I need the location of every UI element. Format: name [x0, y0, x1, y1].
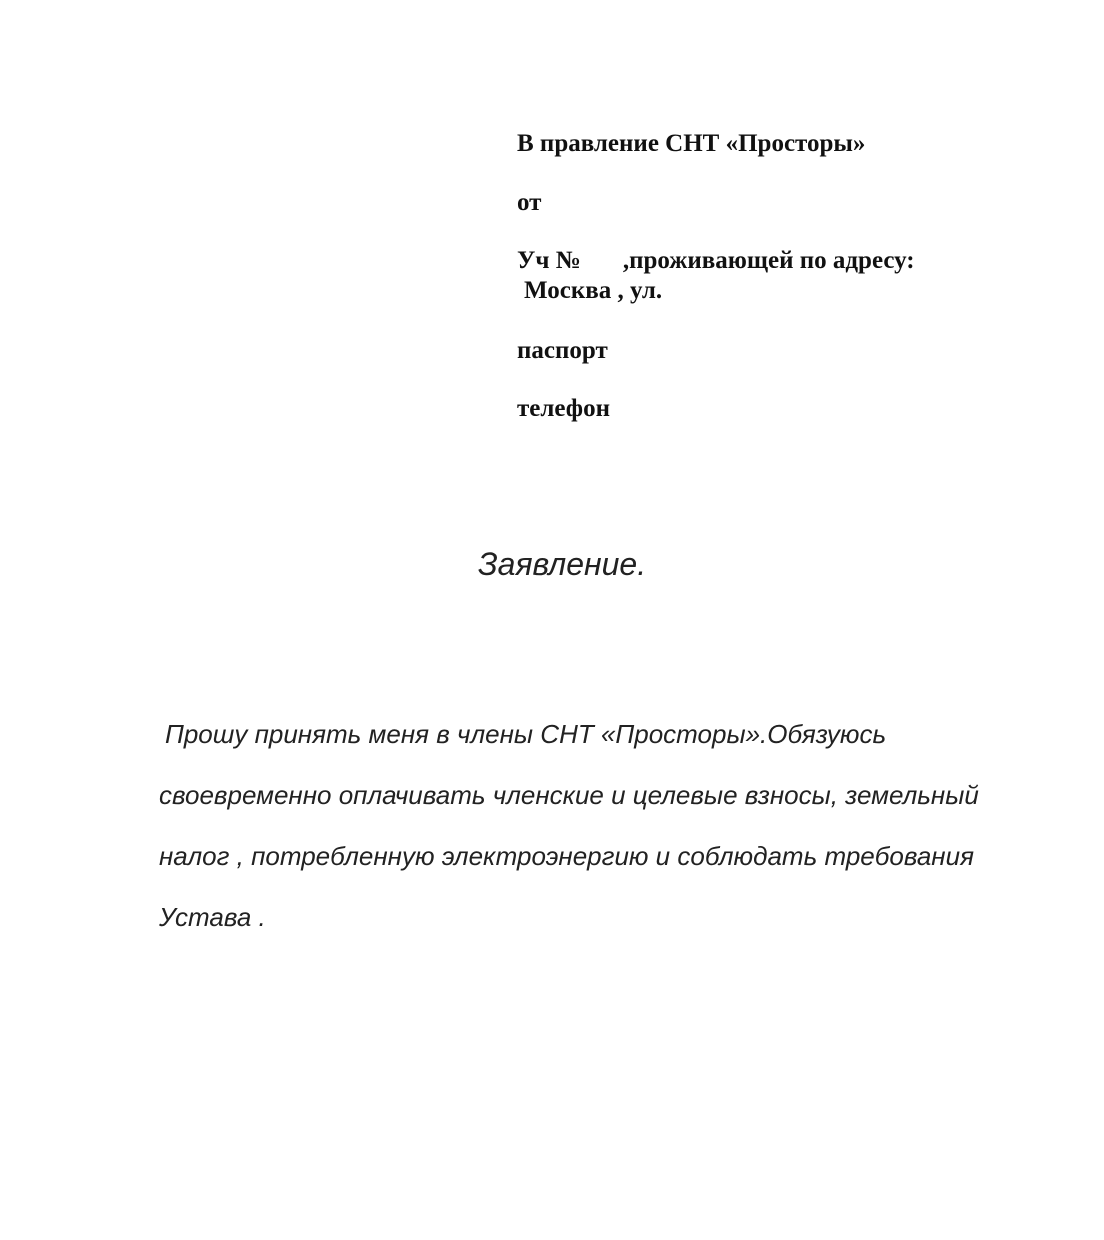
address-label: ,проживающей по адресу:: [622, 247, 915, 274]
from-line: от: [517, 189, 542, 216]
body-line-2: своевременно оплачивать членские и целевые взносы, земельный: [159, 780, 979, 810]
plot-address-line: [517, 246, 915, 276]
phone-line: телефон: [517, 395, 611, 422]
plot-number-label: Уч №: [517, 247, 581, 274]
document-title: Заявление.: [478, 546, 647, 582]
body-line-3: налог , потребленную электроэнергию и соблюдать требования: [159, 841, 974, 871]
body-line-1: Прошу принять меня в члены СНТ «Просторы».Обязуюсь: [165, 719, 887, 749]
city-street-line: Москва , ул.: [524, 277, 663, 304]
recipient-line: В правление СНТ «Просторы»: [517, 130, 866, 157]
body-line-4: Устава .: [159, 902, 266, 932]
application-body: [159, 704, 979, 948]
passport-line: паспорт: [517, 337, 608, 364]
